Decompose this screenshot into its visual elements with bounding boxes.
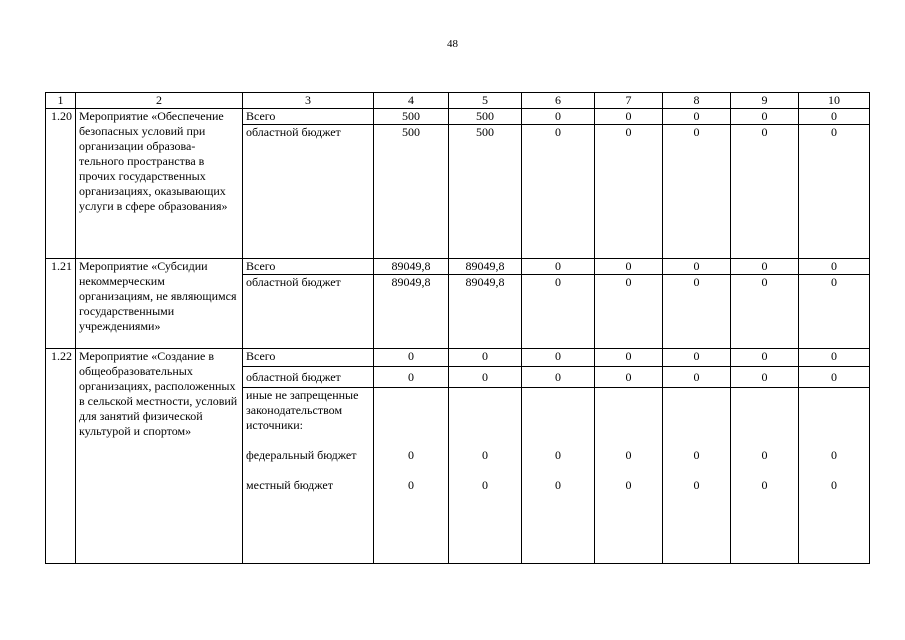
value-cell: 0 [799,275,870,349]
header-row [46,93,870,109]
federal-value: 0 [693,448,700,462]
federal-value: 0 [831,448,837,462]
value-cell: 0 [731,109,799,125]
value-cell: 89049,8 [374,275,449,349]
value-cell: 0 [731,367,799,388]
value-cell [663,388,731,564]
value-cell: 0 [663,275,731,349]
value-cell: 0 [522,349,595,367]
value-cell: 0 [595,349,663,367]
value-cell: 0 [731,275,799,349]
value-cell: 0 [595,275,663,349]
federal-value: 0 [625,448,632,462]
source-cell: областной бюджет [243,367,374,388]
value-cell: 0 [799,259,870,275]
federal-value: 0 [408,448,414,462]
row-index: 1.20 [46,109,76,259]
value-cell: 0 [595,259,663,275]
row-description: Мероприятие «Создание в общеобразовательных организациях, расположенных в сельской местности, условий для занятий физической культурой и спортом» [76,349,243,564]
value-cell: 0 [799,125,870,259]
value-cell: 0 [799,367,870,388]
column-header: 8 [663,93,731,109]
value-cell: 0 [799,349,870,367]
source-cell: Всего [243,349,374,367]
value-cell: 0 [449,367,522,388]
column-header: 3 [243,93,374,109]
value-cell: 0 [663,259,731,275]
column-header: 6 [522,93,595,109]
value-cell: 0 [663,125,731,259]
value-cell: 0 [374,349,449,367]
local-budget-label: местный бюджет [246,478,333,492]
table-row [46,259,870,275]
row-description: Мероприятие «Субсидии некоммерческим организациям, не являющимся государственными учреждениями» [76,259,243,349]
federal-value: 0 [482,448,488,462]
page-number: 48 [447,38,458,50]
value-cell: 0 [595,109,663,125]
value-cell [449,388,522,564]
value-cell: 0 [595,367,663,388]
local-value: 0 [625,478,632,492]
source-cell: Всего [243,109,374,125]
value-cell: 0 [522,109,595,125]
column-header: 2 [76,93,243,109]
value-cell [595,388,663,564]
value-cell: 89049,8 [449,259,522,275]
table-row [46,349,870,367]
federal-budget-label: федеральный бюджет [246,448,357,462]
value-cell: 0 [522,275,595,349]
value-cell: 0 [731,125,799,259]
other-sources-cell [243,388,374,564]
federal-value: 0 [761,448,768,462]
table-row [46,109,870,125]
column-header: 9 [731,93,799,109]
source-cell: областной бюджет [243,125,374,259]
value-cell: 0 [522,259,595,275]
budget-table [45,92,870,564]
value-cell: 0 [374,367,449,388]
local-value: 0 [761,478,768,492]
value-cell: 0 [663,349,731,367]
value-cell: 0 [731,259,799,275]
source-cell: областной бюджет [243,275,374,349]
federal-value: 0 [555,448,561,462]
other-sources-header: иные не запрещенные законодательством источники: [246,388,359,432]
value-cell: 0 [449,349,522,367]
row-description: Мероприятие «Обеспечение безопасных условий при организации образова-тельного пространства в прочих государственных организациях, оказывающих услуги в сфере образования» [76,109,243,259]
value-cell [522,388,595,564]
value-cell [374,388,449,564]
value-cell: 500 [449,109,522,125]
value-cell: 0 [522,125,595,259]
value-cell: 89049,8 [374,259,449,275]
local-value: 0 [693,478,700,492]
value-cell: 500 [449,125,522,259]
value-cell [731,388,799,564]
local-value: 0 [831,478,837,492]
column-header: 10 [799,93,870,109]
value-cell: 0 [799,109,870,125]
row-index: 1.22 [46,349,76,564]
source-cell: Всего [243,259,374,275]
column-header: 1 [46,93,76,109]
value-cell: 0 [663,109,731,125]
value-cell: 500 [374,109,449,125]
row-index: 1.21 [46,259,76,349]
value-cell: 0 [731,349,799,367]
value-cell: 89049,8 [449,275,522,349]
value-cell: 0 [522,367,595,388]
value-cell: 500 [374,125,449,259]
value-cell: 0 [663,367,731,388]
local-value: 0 [408,478,414,492]
local-value: 0 [482,478,488,492]
column-header: 4 [374,93,449,109]
local-value: 0 [555,478,561,492]
column-header: 5 [449,93,522,109]
value-cell [799,388,870,564]
column-header: 7 [595,93,663,109]
value-cell: 0 [595,125,663,259]
